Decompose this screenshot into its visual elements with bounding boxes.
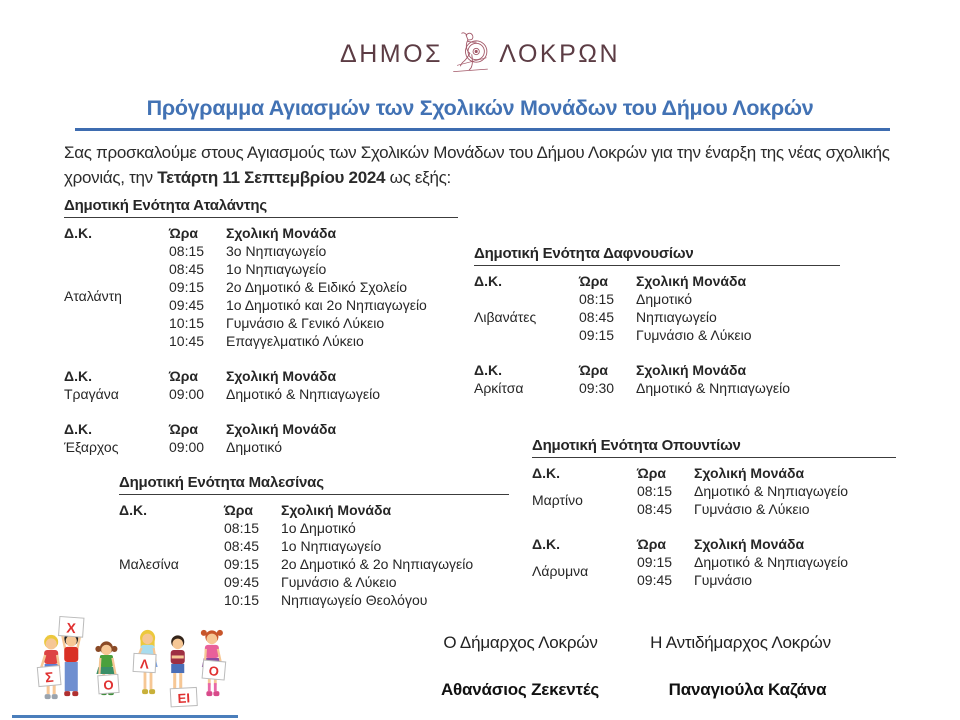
column-header: Σχολική Μονάδα xyxy=(281,502,392,518)
schedule-row xyxy=(169,278,458,296)
sign-letter: Σ xyxy=(44,668,55,686)
deputy-mayor-name: Παναγιούλα Καζάνα xyxy=(668,680,827,699)
time-cell: 09:45 xyxy=(637,572,673,588)
school-cell: 1ο Δημοτικό xyxy=(281,520,356,536)
time-cell: 09:45 xyxy=(224,574,260,590)
column-header: Ώρα xyxy=(579,362,608,378)
school-cell: Νηπιαγωγείο xyxy=(636,309,717,325)
time-cell: 08:45 xyxy=(169,261,205,277)
column-header: Σχολική Μονάδα xyxy=(694,536,805,552)
column-header: Δ.Κ. xyxy=(64,368,92,384)
time-cell: 09:45 xyxy=(169,297,205,313)
school-cell: Γυμνάσιο & Λύκειο xyxy=(281,574,397,590)
schedule-row xyxy=(637,553,896,571)
schedule-row xyxy=(579,326,840,344)
table-header-row xyxy=(119,501,509,519)
mayor-role-label: Ο Δήμαρχος Λοκρών xyxy=(443,633,598,652)
schedule-row xyxy=(169,438,458,456)
school-cell: Δημοτικό xyxy=(226,439,283,455)
schedule-row xyxy=(169,332,458,350)
school-cell: Δημοτικό & Νηπιαγωγείο xyxy=(226,386,380,402)
kid-figure xyxy=(37,635,61,699)
column-header: Σχολική Μονάδα xyxy=(636,362,747,378)
school-cell: Επαγγελματικό Λύκειο xyxy=(226,333,364,349)
district-name: Λιβανάτες xyxy=(474,309,537,325)
table-header-row xyxy=(532,464,896,482)
warrior-emblem-icon xyxy=(451,16,491,92)
schedule-subtable xyxy=(64,420,458,456)
sign-letter: Ο xyxy=(208,663,220,679)
schedule-subtable xyxy=(532,464,896,518)
time-cell: 08:15 xyxy=(169,243,205,259)
sign-letter: ΕΙ xyxy=(177,690,191,706)
kid-figure xyxy=(59,616,84,696)
time-cell: 08:45 xyxy=(637,501,673,517)
time-cell: 09:15 xyxy=(224,556,260,572)
district-name: Αρκίτσα xyxy=(474,380,524,396)
school-cell: Δημοτικό & Νηπιαγωγείο xyxy=(694,483,848,499)
column-header: Δ.Κ. xyxy=(532,536,560,552)
table-header-row xyxy=(474,272,840,290)
district-name: Λάρυμνα xyxy=(532,563,589,579)
deputy-mayor-role-label: Η Αντιδήμαρχος Λοκρών xyxy=(650,633,831,652)
column-header: Δ.Κ. xyxy=(119,502,147,518)
schedule-subtable xyxy=(64,224,458,350)
schedule-row xyxy=(169,385,458,403)
time-cell: 08:45 xyxy=(224,538,260,554)
district-name: Μαρτίνο xyxy=(532,492,583,508)
school-cell: Δημοτικό & Νηπιαγωγείο xyxy=(636,380,790,396)
school-cell: 1ο Δημοτικό και 2ο Νηπιαγωγείο xyxy=(226,297,427,313)
schedule-subtable xyxy=(532,535,896,589)
schedule-row xyxy=(169,260,458,278)
section-malesinas xyxy=(119,474,509,609)
column-header: Δ.Κ. xyxy=(474,362,502,378)
section-opountion xyxy=(532,437,896,589)
time-cell: 09:15 xyxy=(169,279,205,295)
time-cell: 09:00 xyxy=(169,439,205,455)
school-cell: Νηπιαγωγείο Θεολόγου xyxy=(281,592,428,608)
sign-letter: Χ xyxy=(65,619,77,637)
kid-figure xyxy=(95,641,119,695)
time-cell: 08:15 xyxy=(224,520,260,536)
time-cell: 10:15 xyxy=(224,592,260,608)
column-header: Σχολική Μονάδα xyxy=(226,421,337,437)
time-cell: 09:15 xyxy=(579,327,615,343)
column-header: Σχολική Μονάδα xyxy=(226,368,337,384)
column-header: Ώρα xyxy=(579,273,608,289)
schedule-subtable xyxy=(474,361,840,397)
schedule-row xyxy=(224,591,509,609)
logo-lokron-text: ΛΟΚΡΩΝ xyxy=(499,39,620,68)
kid-figure xyxy=(170,635,197,706)
district-name: Τραγάνα xyxy=(64,386,119,402)
time-cell: 08:15 xyxy=(579,291,615,307)
column-header: Ώρα xyxy=(224,502,253,518)
table-header-row xyxy=(64,224,458,242)
page-title: Πρόγραμμα Αγιασμών των Σχολικών Μονάδων του Δήμου Λοκρών xyxy=(146,96,814,120)
school-cell: 2ο Δημοτικό & Ειδικό Σχολείο xyxy=(226,279,407,295)
schedule-row xyxy=(579,290,840,308)
school-cell: Γυμνάσιο xyxy=(694,572,753,588)
district-name: Έξαρχος xyxy=(64,439,119,455)
column-header: Ώρα xyxy=(637,536,666,552)
municipality-logo xyxy=(340,14,620,94)
section-heading: Δημοτική Ενότητα Μαλεσίνας xyxy=(119,474,509,495)
section-heading: Δημοτική Ενότητα Αταλάντης xyxy=(64,197,458,218)
column-header: Ώρα xyxy=(637,465,666,481)
column-header: Ώρα xyxy=(169,421,198,437)
schedule-subtable xyxy=(64,367,458,403)
intro-text-after: ως εξής: xyxy=(385,168,451,187)
column-header: Δ.Κ. xyxy=(64,225,92,241)
table-header-row xyxy=(64,420,458,438)
schedule-row xyxy=(637,482,896,500)
intro-text-before: Σας προσκαλούμε στους Αγιασμούς των Σχολικών Μονάδων του Δήμου Λοκρών για την έναρξη της νέας σχολικής χρονιάς, την xyxy=(64,143,890,187)
schedule-row xyxy=(637,571,896,589)
sign-letter: Λ xyxy=(139,656,150,672)
schedule-row xyxy=(224,519,509,537)
time-cell: 09:00 xyxy=(169,386,205,402)
column-header: Δ.Κ. xyxy=(64,421,92,437)
schedule-subtable xyxy=(474,272,840,344)
title-underline xyxy=(75,128,890,131)
table-header-row xyxy=(64,367,458,385)
schedule-row xyxy=(224,537,509,555)
schedule-row xyxy=(579,379,840,397)
district-name: Αταλάντη xyxy=(64,288,122,304)
column-header: Δ.Κ. xyxy=(474,273,502,289)
column-header: Ώρα xyxy=(169,225,198,241)
school-cell: 2ο Δημοτικό & 2ο Νηπιαγωγείο xyxy=(281,556,474,572)
time-cell: 08:15 xyxy=(637,483,673,499)
column-header: Ώρα xyxy=(169,368,198,384)
school-cell: Δημοτικό & Νηπιαγωγείο xyxy=(694,554,848,570)
school-cell: 3ο Νηπιαγωγείο xyxy=(226,243,327,259)
column-header: Σχολική Μονάδα xyxy=(636,273,747,289)
intro-paragraph xyxy=(64,140,904,190)
schedule-row xyxy=(579,308,840,326)
school-kids-illustration xyxy=(14,612,240,712)
school-cell: Γυμνάσιο & Λύκειο xyxy=(636,327,752,343)
section-heading: Δημοτική Ενότητα Οπουντίων xyxy=(532,437,896,458)
school-cell: Γυμνάσιο & Γενικό Λύκειο xyxy=(226,315,385,331)
intro-date-bold: Τετάρτη 11 Σεπτεμβρίου 2024 xyxy=(157,168,386,187)
kid-figure xyxy=(133,630,158,694)
sign-letter: Ο xyxy=(102,677,115,693)
schedule-row xyxy=(169,242,458,260)
column-header: Σχολική Μονάδα xyxy=(694,465,805,481)
school-cell: 1ο Νηπιαγωγείο xyxy=(281,538,382,554)
section-heading: Δημοτική Ενότητα Δαφνουσίων xyxy=(474,245,840,266)
table-header-row xyxy=(474,361,840,379)
section-atalantis xyxy=(64,197,458,456)
schedule-row xyxy=(224,555,509,573)
kid-figure xyxy=(201,630,226,696)
time-cell: 10:45 xyxy=(169,333,205,349)
district-name: Μαλεσίνα xyxy=(119,556,179,572)
time-cell: 09:15 xyxy=(637,554,673,570)
logo-dimos-text: ΔΗΜΟΣ xyxy=(340,39,443,68)
school-cell: 1ο Νηπιαγωγείο xyxy=(226,261,327,277)
school-cell: Δημοτικό xyxy=(636,291,693,307)
schedule-subtable xyxy=(119,501,509,609)
section-dafnousion xyxy=(474,245,840,397)
column-header: Σχολική Μονάδα xyxy=(226,225,337,241)
schedule-row xyxy=(169,296,458,314)
schedule-row xyxy=(169,314,458,332)
mayor-name: Αθανάσιος Ζεκεντές xyxy=(440,680,600,699)
footer-blue-line xyxy=(12,715,238,718)
time-cell: 09:30 xyxy=(579,380,615,396)
time-cell: 10:15 xyxy=(169,315,205,331)
schedule-row xyxy=(637,500,896,518)
time-cell: 08:45 xyxy=(579,309,615,325)
column-header: Δ.Κ. xyxy=(532,465,560,481)
schedule-row xyxy=(224,573,509,591)
school-cell: Γυμνάσιο & Λύκειο xyxy=(694,501,810,517)
table-header-row xyxy=(532,535,896,553)
